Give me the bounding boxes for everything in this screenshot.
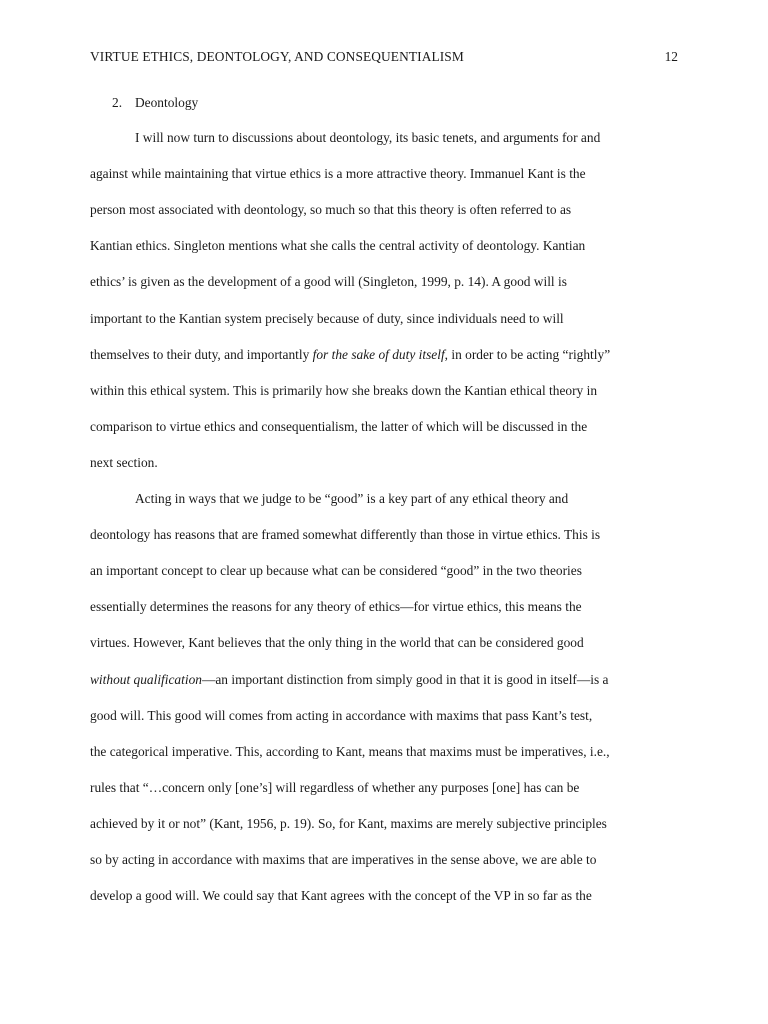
- text-span: , in order to be acting “rightly”: [444, 346, 611, 362]
- text-line: [90, 381, 690, 401]
- text-line: [90, 417, 690, 437]
- text-span: against while maintaining that virtue ethics is a more attractive theory. Immanuel Kant is the: [90, 166, 586, 182]
- text-line: [90, 525, 690, 545]
- running-head-title: VIRTUE ETHICS, DEONTOLOGY, AND CONSEQUENTIALISM: [90, 49, 464, 64]
- text-line: [90, 345, 690, 365]
- text-span: achieved by it or not” (Kant, 1956, p. 19). So, for Kant, maxims are merely subjective principles: [90, 815, 607, 831]
- text-span: —an important distinction from simply good in that it is good in itself—is a: [201, 671, 609, 687]
- text-line: [90, 633, 690, 653]
- italic-text: without qualification: [90, 671, 202, 687]
- text-span: rules that “…concern only [one’s] will regardless of whether any purposes [one] has can be: [90, 779, 580, 795]
- text-span: so by acting in accordance with maxims that are imperatives in the sense above, we are able to: [90, 852, 597, 867]
- text-span: comparison to virtue ethics and consequentialism, the latter of which will be discussed in the: [90, 418, 588, 434]
- text-line: [90, 778, 690, 798]
- text-span: ethics’ is given as the development of a good will (Singleton, 1999, p. 14). A good will is: [90, 274, 567, 290]
- text-line: [90, 886, 690, 906]
- text-line: [90, 272, 690, 292]
- text-line: [90, 561, 690, 581]
- text-span: I will now turn to discussions about deontology, its basic tenets, and arguments for and: [135, 130, 601, 145]
- text-line: [90, 742, 690, 762]
- text-line: [90, 706, 690, 726]
- text-span: Kantian ethics. Singleton mentions what she calls the central activity of deontology. Kantian: [90, 238, 586, 254]
- text-span: the categorical imperative. This, according to Kant, means that maxims must be imperatives, i.e.,: [90, 743, 610, 759]
- text-span: Acting in ways that we judge to be “good” is a key part of any ethical theory and: [135, 491, 569, 506]
- italic-text: for the sake of duty itself: [312, 346, 445, 362]
- text-line: [90, 309, 690, 329]
- text-span: important to the Kantian system precisely because of duty, since individuals need to will: [90, 310, 564, 326]
- running-head: [90, 47, 678, 67]
- section-number: 2.: [112, 95, 123, 110]
- text-line: [90, 236, 690, 256]
- text-span: person most associated with deontology, so much so that this theory is often referred to as: [90, 202, 572, 218]
- text-line: [90, 670, 690, 690]
- text-line: [90, 489, 735, 509]
- text-span: develop a good will. We could say that Kant agrees with the concept of the VP in so far as the: [90, 888, 592, 904]
- text-line: [90, 453, 690, 473]
- text-span: an important concept to clear up because what can be considered “good” in the two theories: [90, 563, 582, 579]
- text-line: [90, 200, 690, 220]
- text-span: themselves to their duty, and importantly: [90, 346, 313, 362]
- text-span: essentially determines the reasons for any theory of ethics—for virtue ethics, this means the: [90, 599, 582, 615]
- text-span: good will. This good will comes from acting in accordance with maxims that pass Kant’s test,: [90, 707, 593, 723]
- text-line: [90, 164, 690, 184]
- text-line: [90, 128, 735, 148]
- text-line: [90, 814, 690, 834]
- page-number: 12: [664, 49, 678, 64]
- section-heading: [112, 93, 198, 113]
- section-title: Deontology: [135, 95, 199, 110]
- text-line: [90, 597, 690, 617]
- text-line: [90, 850, 690, 870]
- text-span: deontology has reasons that are framed somewhat differently than those in virtue ethics. This is: [90, 527, 601, 543]
- text-span: next section.: [90, 454, 158, 470]
- text-span: virtues. However, Kant believes that the only thing in the world that can be considered good: [90, 635, 584, 651]
- text-span: within this ethical system. This is primarily how she breaks down the Kantian ethical theory in: [90, 382, 598, 398]
